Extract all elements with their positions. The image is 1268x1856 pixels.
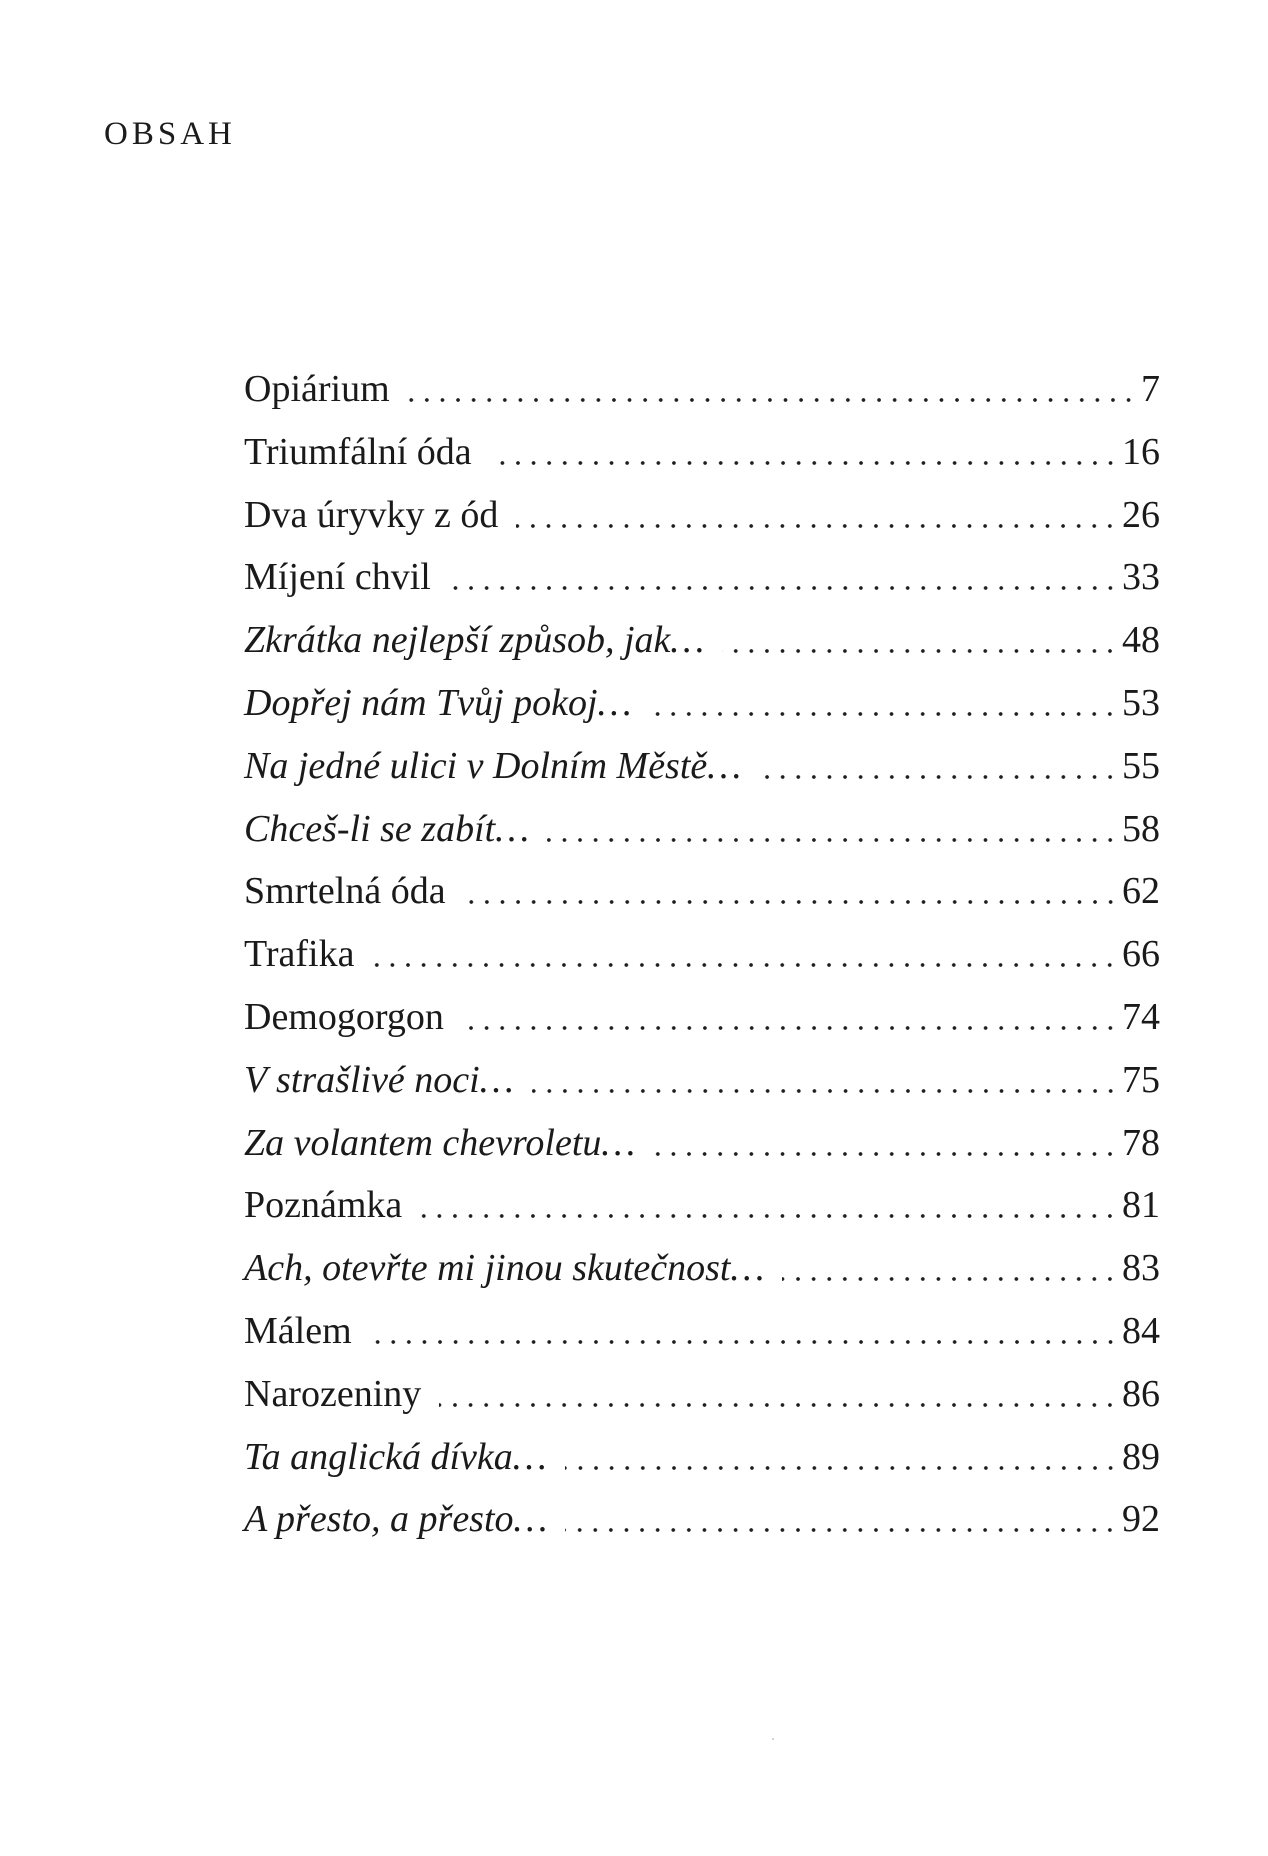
toc-entry-title: Trafika (244, 933, 355, 976)
toc-entry-page: 62 (1122, 870, 1160, 913)
toc-entry (244, 1500, 1160, 1563)
dot-leader (759, 770, 1118, 780)
toc-entry-title: Poznámka (244, 1184, 403, 1227)
toc-entry (244, 1249, 1160, 1312)
toc-entry-title: Demogorgon (244, 995, 444, 1038)
toc-entry-title: Dopřej nám Tvůj pokoj… (244, 681, 632, 724)
toc-entry (244, 744, 1160, 810)
dot-leader (420, 1209, 1118, 1219)
toc-entry (244, 621, 1160, 684)
dot-leader (490, 456, 1118, 466)
toc-entry-title: Opiárium (244, 368, 390, 410)
dot-leader (547, 833, 1118, 843)
dot-leader (462, 1021, 1118, 1031)
toc-entry-page: 89 (1122, 1435, 1160, 1478)
toc-entry (244, 430, 1160, 496)
toc-entry-page: 26 (1122, 493, 1160, 536)
dot-leader (782, 1272, 1118, 1282)
toc-entry-title: Smrtelná óda (244, 870, 446, 913)
toc-entry-page: 33 (1122, 556, 1160, 599)
dot-leader (653, 1147, 1118, 1157)
toc-entry (244, 1309, 1160, 1375)
dot-leader (532, 1084, 1118, 1094)
toc-entry-page: 58 (1122, 807, 1160, 850)
toc-entry-page: 7 (1141, 368, 1160, 410)
toc-entry-page: 48 (1122, 619, 1160, 662)
dot-leader (565, 1461, 1118, 1471)
table-of-contents (244, 370, 1160, 1563)
toc-entry-title: Málem (244, 1309, 352, 1352)
toc-entry (244, 1186, 1160, 1249)
toc-entry-page: 75 (1122, 1058, 1160, 1101)
toc-entry-title: Na jedné ulici v Dolním Městě… (244, 744, 742, 787)
toc-entry-title: Ta anglická dívka… (244, 1435, 547, 1478)
dot-leader (649, 707, 1118, 717)
dot-leader (449, 581, 1118, 591)
toc-entry-title: Zkrátka nejlepší způsob, jak… (244, 619, 705, 662)
page-title: OBSAH (104, 116, 236, 152)
toc-entry-page: 83 (1122, 1247, 1160, 1290)
toc-entry-page: 86 (1122, 1372, 1160, 1415)
dot-leader (722, 644, 1118, 654)
toc-entry (244, 1372, 1160, 1438)
toc-entry (244, 1058, 1160, 1124)
toc-entry-page: 16 (1122, 430, 1160, 473)
toc-entry-page: 78 (1122, 1121, 1160, 1164)
toc-entry-title: Chceš-li se zabít… (244, 807, 529, 850)
toc-entry-title: Ach, otevřte mi jinou skutečnost… (244, 1247, 765, 1290)
toc-entry (244, 493, 1160, 559)
toc-entry-title: Narozeniny (244, 1372, 422, 1415)
toc-entry-title: Míjení chvil (244, 556, 431, 599)
toc-entry-page: 81 (1122, 1184, 1160, 1227)
dot-leader (408, 393, 1136, 403)
toc-entry-title: V strašlivé noci… (244, 1058, 514, 1101)
toc-entry (244, 370, 1160, 433)
dot-leader (439, 1398, 1118, 1408)
toc-entry (244, 1435, 1160, 1501)
toc-entry-page: 55 (1122, 744, 1160, 787)
toc-entry-title: A přesto, a přesto… (244, 1498, 548, 1541)
toc-entry (244, 807, 1160, 873)
toc-entry (244, 935, 1160, 998)
toc-entry (244, 1121, 1160, 1187)
dot-leader (370, 1335, 1118, 1345)
toc-entry-title: Dva úryvky z ód (244, 493, 499, 536)
toc-entry (244, 872, 1160, 935)
dot-leader (372, 958, 1118, 968)
toc-entry-page: 66 (1122, 933, 1160, 976)
toc-entry (244, 995, 1160, 1061)
toc-entry (244, 681, 1160, 747)
paper-speck (772, 1738, 774, 1740)
toc-entry-title: Triumfální óda (244, 430, 472, 473)
toc-entry (244, 558, 1160, 621)
toc-entry-page: 84 (1122, 1309, 1160, 1352)
dot-leader (565, 1523, 1118, 1533)
toc-entry-page: 74 (1122, 995, 1160, 1038)
toc-entry-page: 53 (1122, 681, 1160, 724)
toc-entry-title: Za volantem chevroletu… (244, 1121, 636, 1164)
toc-entry-page: 92 (1122, 1498, 1160, 1541)
dot-leader (516, 519, 1118, 529)
dot-leader (464, 895, 1118, 905)
